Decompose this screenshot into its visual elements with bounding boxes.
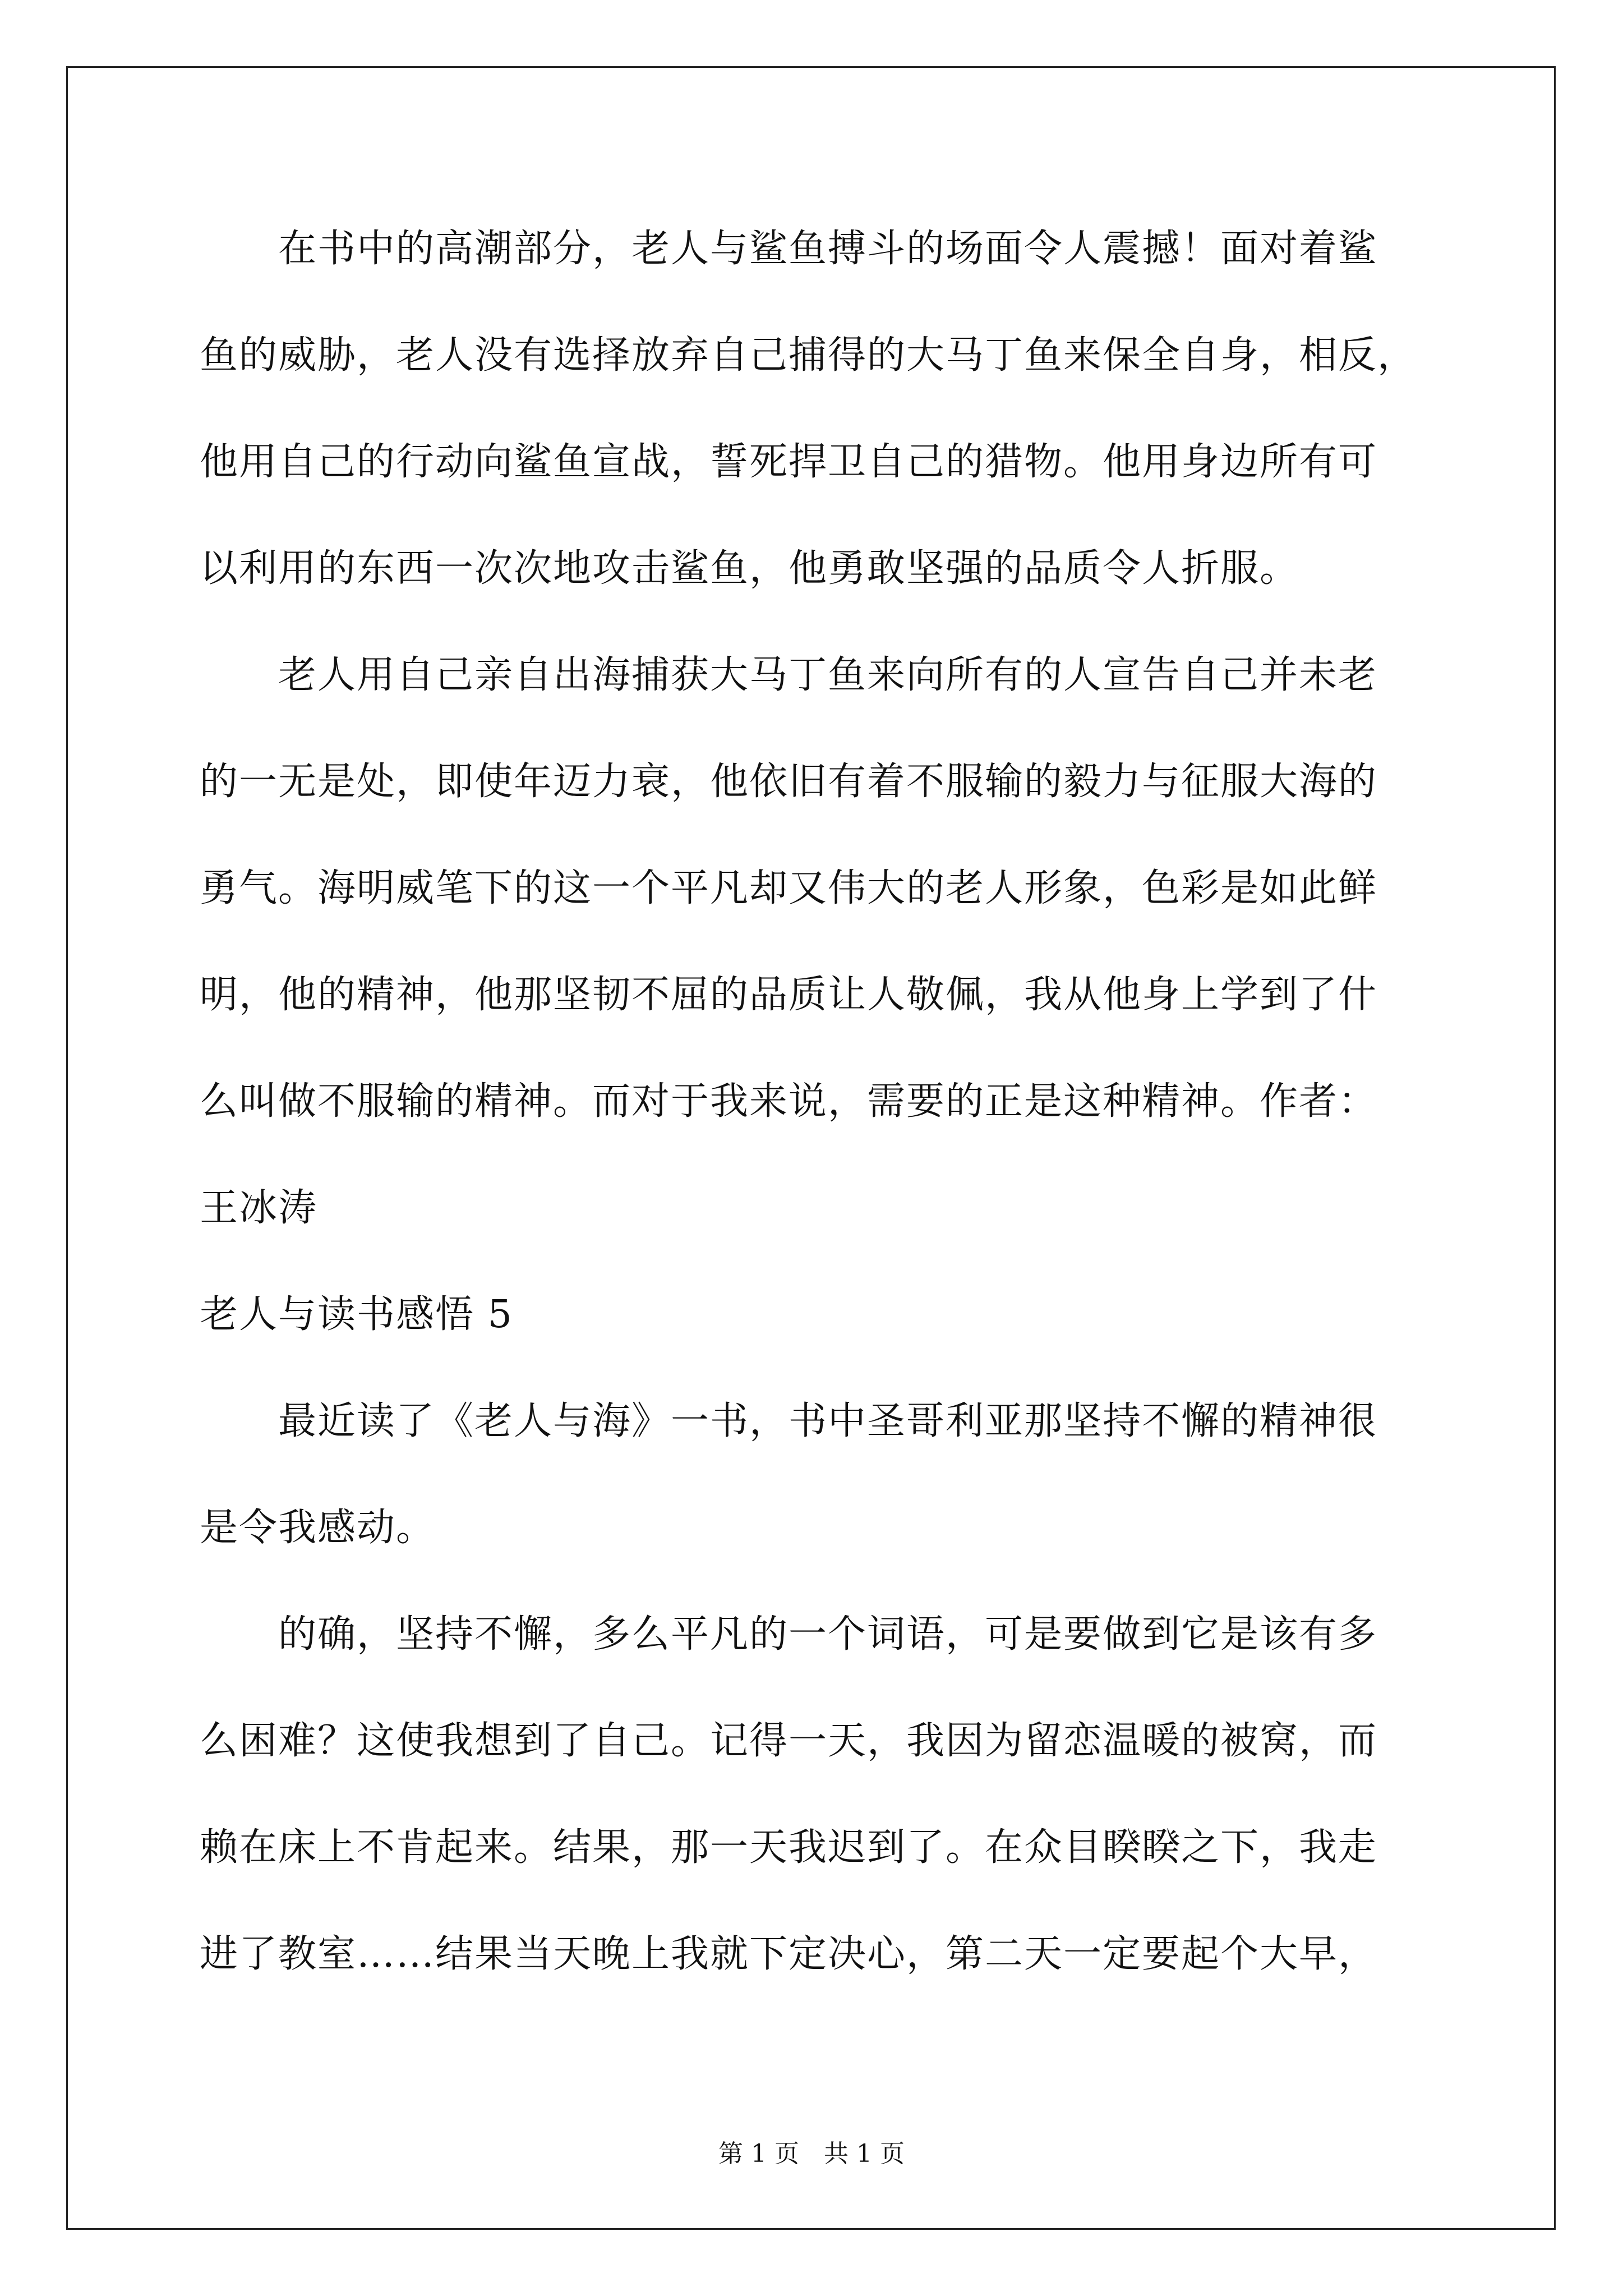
text-line: 勇气。海明威笔下的这一个平凡却又伟大的老人形象，色彩是如此鲜 bbox=[200, 866, 1378, 910]
section-heading: 老人与读书感悟 5 bbox=[200, 1292, 513, 1337]
text-line: 的一无是处，即使年迈力衰，他依旧有着不服输的毅力与征服大海的 bbox=[200, 760, 1378, 804]
text-line: 赖在床上不肯起来。结果，那一天我迟到了。在众目睽睽之下，我走 bbox=[200, 1825, 1378, 1870]
text-line: 在书中的高潮部分，老人与鲨鱼搏斗的场面令人震撼！面对着鲨 bbox=[278, 227, 1378, 271]
text-line: 老人用自己亲自出海捕获大马丁鱼来向所有的人宣告自己并未老 bbox=[278, 653, 1378, 697]
page-footer bbox=[0, 2137, 1623, 2171]
author-name: 王冰涛 bbox=[200, 1186, 318, 1230]
document-body bbox=[200, 215, 1422, 2027]
text-line: 么困难？这使我想到了自己。记得一天，我因为留恋温暖的被窝，而 bbox=[200, 1719, 1378, 1763]
page-total: 共 1 页 bbox=[824, 2139, 905, 2168]
text-line: 最近读了《老人与海》一书，书中圣哥利亚那坚持不懈的精神很 bbox=[278, 1399, 1378, 1443]
text-line: 么叫做不服输的精神。而对于我来说，需要的正是这种精神。作者： bbox=[200, 1079, 1378, 1124]
text-line: 明，他的精神，他那坚韧不屈的品质让人敬佩，我从他身上学到了什 bbox=[200, 973, 1378, 1017]
text-line: 他用自己的行动向鲨鱼宣战，誓死捍卫自己的猎物。他用身边所有可 bbox=[200, 440, 1378, 484]
text-line: 鱼的威胁，老人没有选择放弃自己捕得的大马丁鱼来保全自身，相反， bbox=[200, 333, 1417, 378]
text-line: 的确，坚持不懈，多么平凡的一个词语，可是要做到它是该有多 bbox=[278, 1612, 1378, 1657]
text-line: 进了教室……结果当天晚上我就下定决心，第二天一定要起个大早， bbox=[200, 1932, 1378, 1976]
page-number: 第 1 页 bbox=[718, 2139, 799, 2168]
text-line: 是令我感动。 bbox=[200, 1506, 436, 1550]
text-line: 以利用的东西一次次地攻击鲨鱼，他勇敢坚强的品质令人折服。 bbox=[200, 546, 1299, 591]
